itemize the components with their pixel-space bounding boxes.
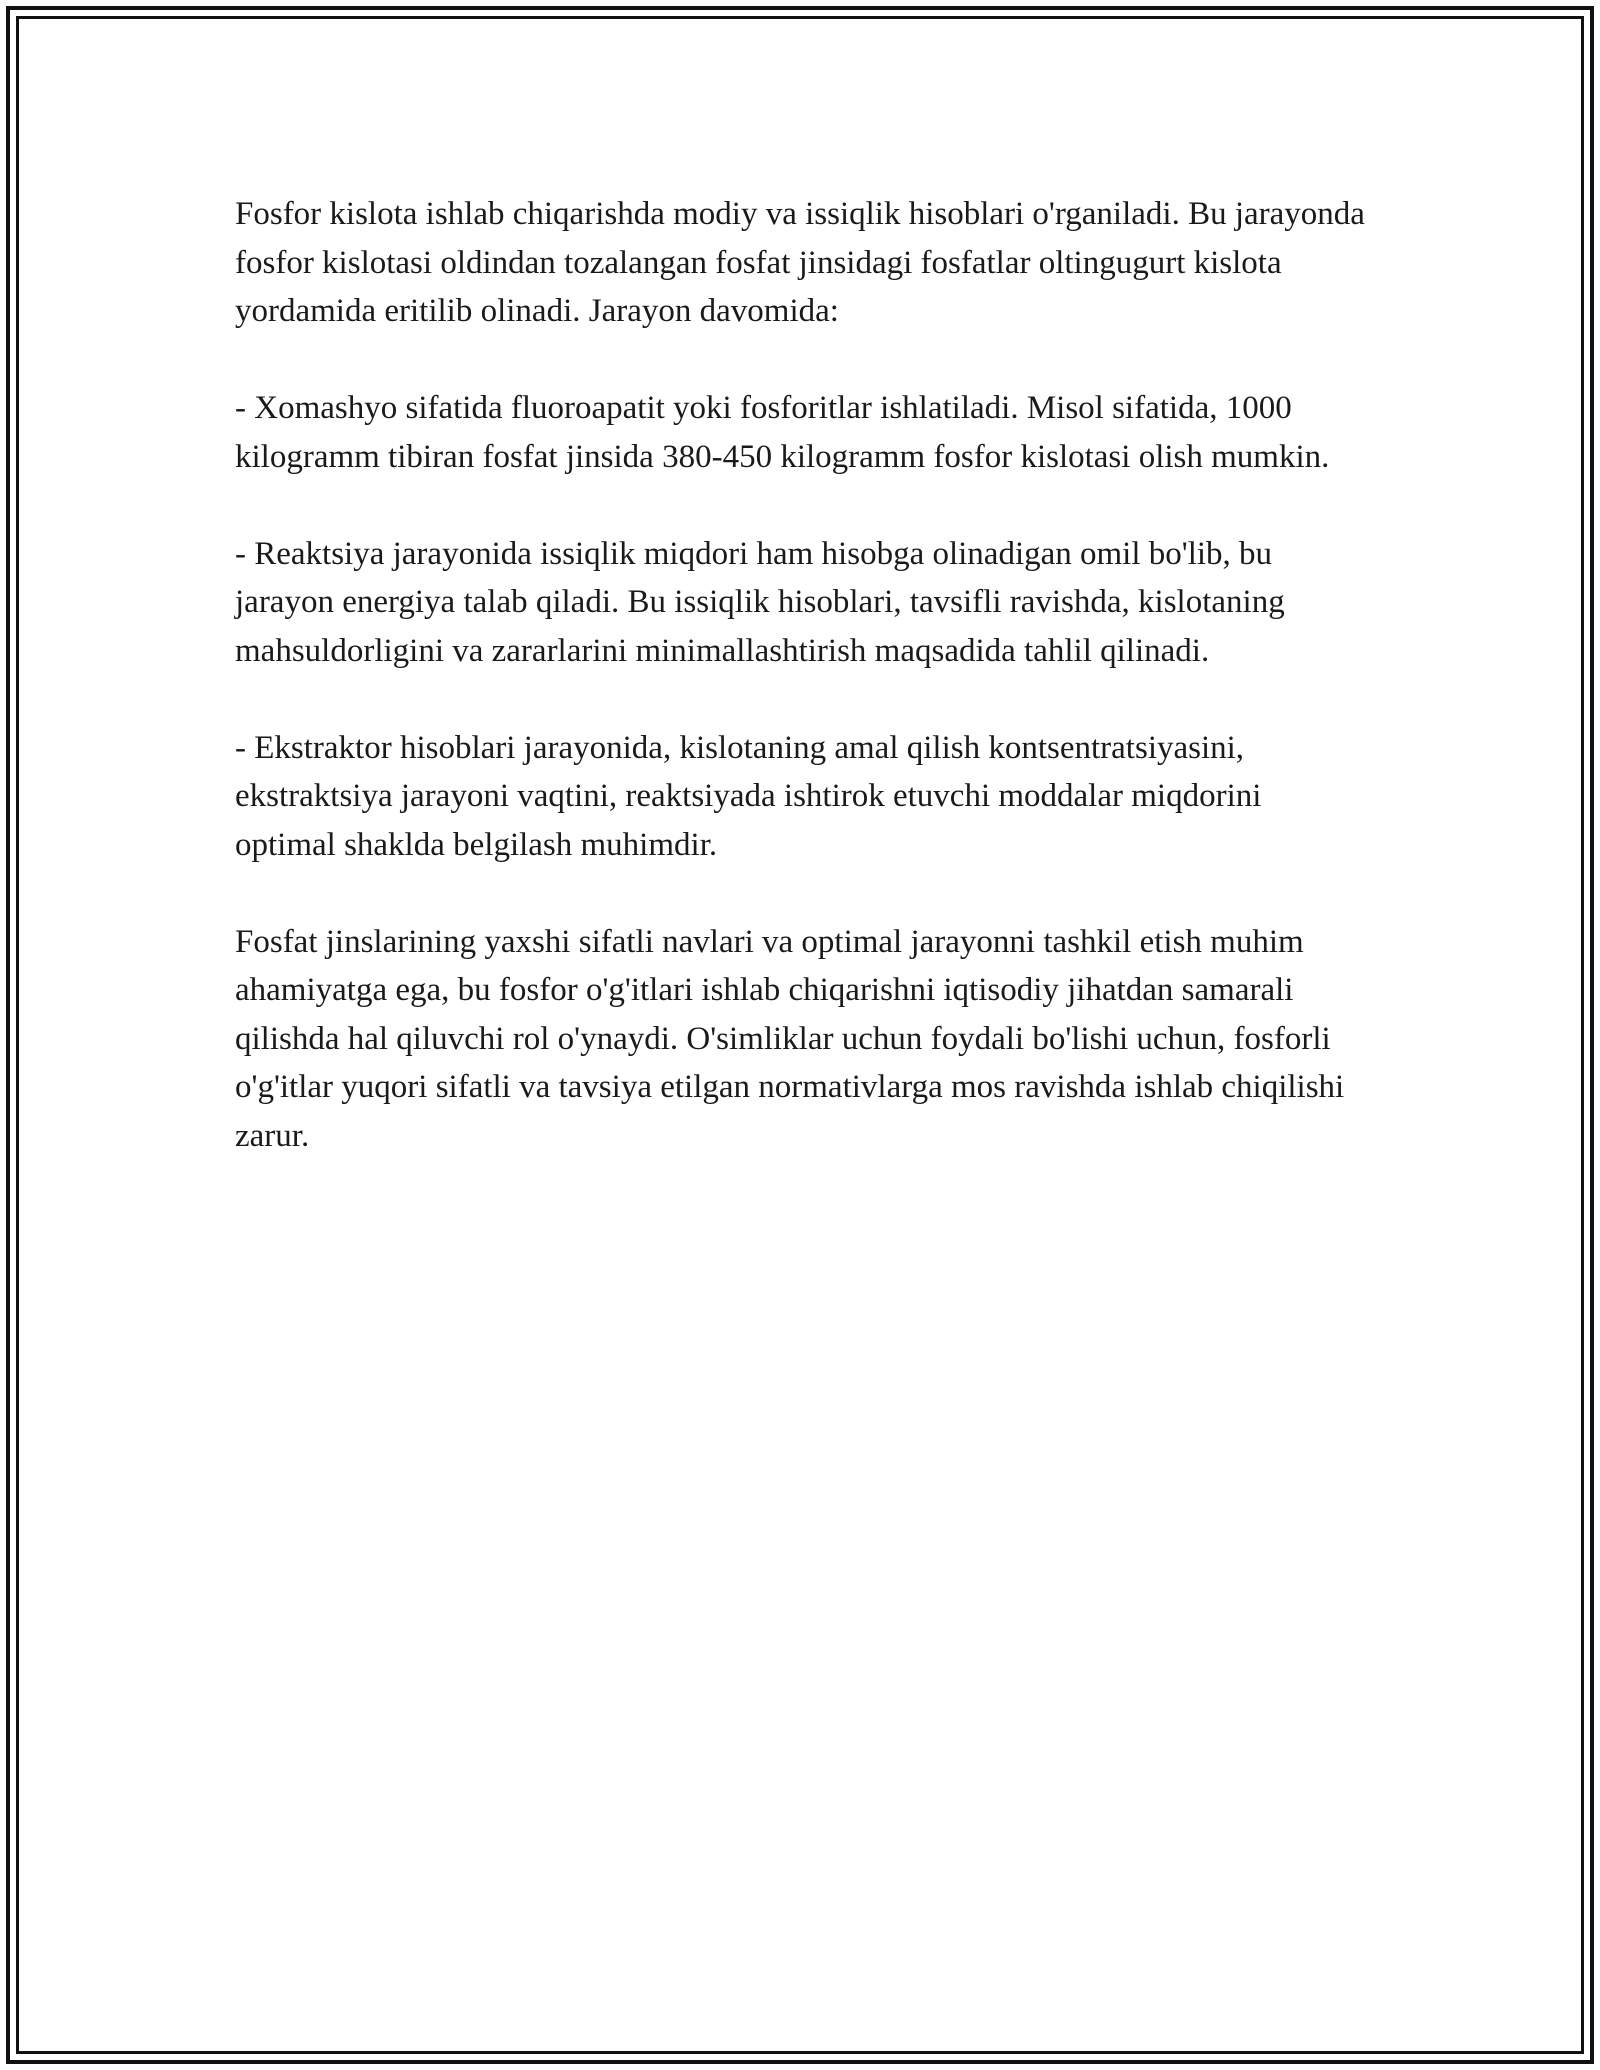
paragraph-reaction-heat: - Reaktsiya jarayonida issiqlik miqdori ham hisobga olinadigan omil bo'lib, bu jarayon energiya talab qiladi. Bu issiqlik hisoblari, tavsifli ravishda, kislotaning mahsuldorligini va zararlarini minimallashtirish maqsadida tahlil qilinadi.	[235, 535, 1285, 669]
document-body	[235, 190, 1365, 1209]
paragraph-extractor: - Ekstraktor hisoblari jarayonida, kislotaning amal qilish kontsentratsiyasini, ekstraktsiya jarayoni vaqtini, reaktsiyada ishtirok etuvchi moddalar miqdorini optimal shaklda belgilash muhimdir.	[235, 729, 1262, 863]
paragraph-intro: Fosfor kislota ishlab chiqarishda modiy va issiqlik hisoblari o'rganiladi. Bu jarayonda fosfor kislotasi oldindan tozalangan fosfat jinsidagi fosfatlar oltingugurt kislota yordamida eritilib olinadi. Jarayon davomida:	[235, 196, 1365, 329]
paragraph-raw-material: - Xomashyo sifatida fluoroapatit yoki fosforitlar ishlatiladi. Misol sifatida, 1000 kilogramm tibiran fosfat jinsida 380-450 kilogramm fosfor kislotasi olish mumkin.	[235, 390, 1330, 475]
paragraph-conclusion: Fosfat jinslarining yaxshi sifatli navlari va optimal jarayonni tashkil etish muhim ahamiyatga ega, bu fosfor o'g'itlari ishlab chiqarishni iqtisodiy jihatdan samarali qilishda hal qiluvchi rol o'ynaydi. O'simliklar uchun foydali bo'lishi uchun, fosforli o'g'itlar yuqori sifatli va tavsiya etilgan normativlarga mos ravishda ishlab chiqilishi zarur.	[235, 923, 1345, 1154]
